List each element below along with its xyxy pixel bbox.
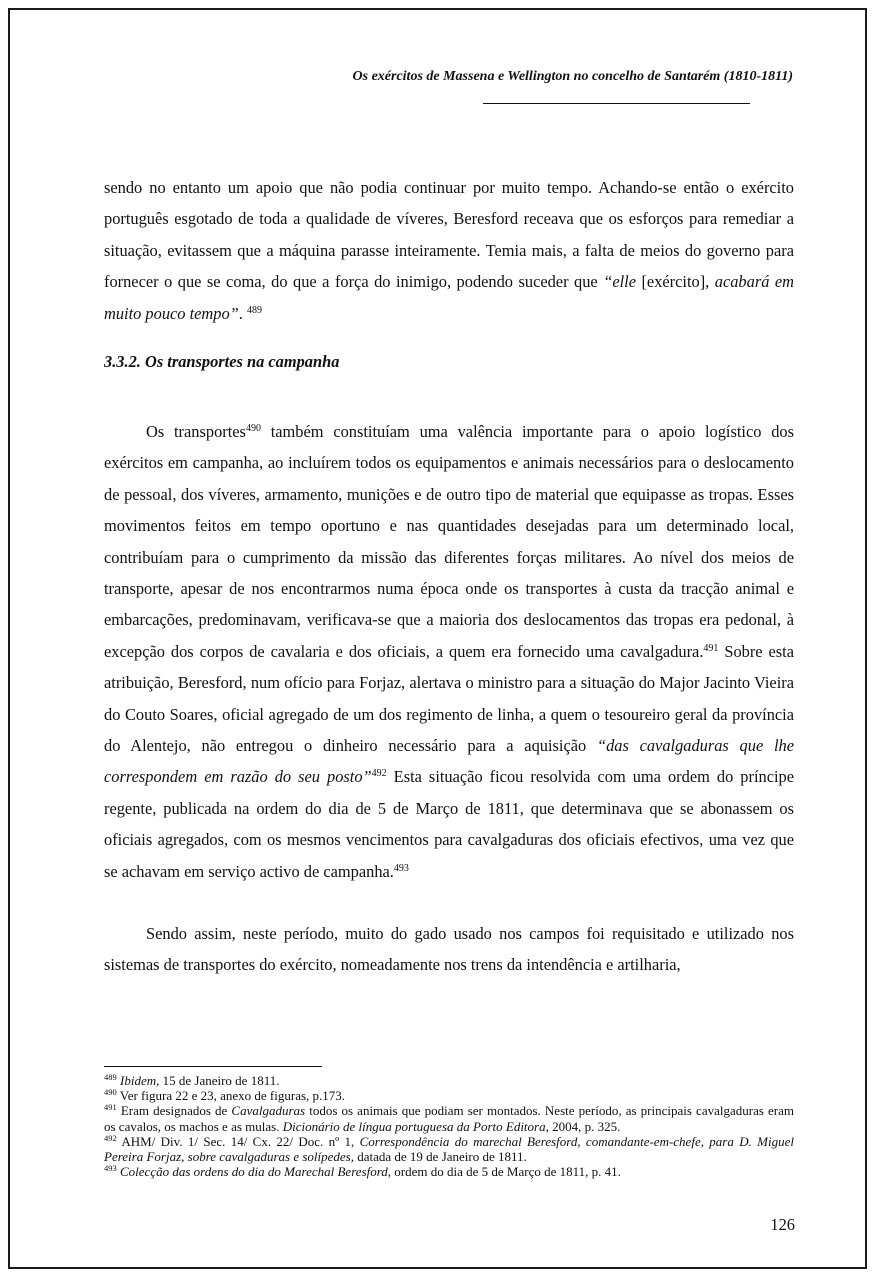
paragraph-1 (104, 172, 794, 329)
footnote-text: 15 de Janeiro de 1811. (159, 1073, 280, 1088)
section-heading: 3.3.2. Os transportes na campanha (104, 352, 340, 371)
footnote-italic: Colecção das ordens do dia do Marechal Beresford (116, 1164, 388, 1180)
footnote-text: , 2004, p. 325. (545, 1118, 621, 1134)
footnote-ref-492[interactable]: 492 (371, 768, 387, 780)
p2-text-3: Sobre esta atribuição, Beresford, num ofício para Forjaz, alertava o ministro para a situação do Major Jacinto Vieira do Couto Soares, oficial agregado de um dos regimento de linha, a quem o tesoureiro geral da província do Alentejo, não entregou o dinheiro necessário para a aquisição (104, 641, 794, 756)
footnote-489 (104, 1073, 794, 1088)
footnote-text: Eram designados de (116, 1103, 232, 1119)
p1-text-2: [exército], (635, 272, 715, 292)
footnotes (104, 1073, 794, 1179)
footnote-num: 492 (104, 1132, 117, 1143)
header-rule (483, 103, 750, 104)
footnote-text: Ver figura 22 e 23, anexo de figuras, p.173. (116, 1088, 346, 1104)
footnote-ref-493[interactable]: 493 (393, 862, 409, 874)
footnote-492 (104, 1134, 794, 1164)
paragraph-3 (104, 918, 794, 981)
footnote-num: 491 (104, 1102, 117, 1113)
p2-text-1: Os transportes (146, 422, 246, 441)
footnote-490 (104, 1088, 794, 1103)
footnote-text: , ordem do dia de 5 de Março de 1811, p. 41. (387, 1164, 621, 1180)
footnote-num: 490 (104, 1087, 117, 1098)
footnote-ref-490[interactable]: 490 (245, 423, 261, 434)
footnote-italic: Cavalgaduras (231, 1103, 306, 1119)
footnote-493 (104, 1164, 794, 1179)
footnote-ref-489[interactable]: 489 (246, 304, 262, 316)
footnote-491 (104, 1103, 794, 1133)
footnote-num: 493 (104, 1163, 117, 1174)
footnote-italic: Correspondência do marechal Beresford, comandante-em-chefe, para D. Miguel Pereira Forjaz, sobre cavalgaduras e solípedes, (104, 1133, 794, 1165)
footnote-ref-491[interactable]: 491 (703, 642, 719, 654)
p2-text-4: Esta situação ficou resolvida com uma ordem do príncipe regente, publicada na ordem do dia de 5 de Março de 1811, que determinava que se abonassem os oficiais agregados, com os mesmos vencimentos para cavalgaduras dos oficiais efectivos, uma vez que se achavam em serviço activo de campanha. (104, 767, 795, 881)
footnote-separator (104, 1066, 322, 1067)
footnote-text: AHM/ Div. 1/ Sec. 14/ Cx. 22/ Doc. nº 1, (116, 1133, 360, 1149)
footnote-num: 489 (104, 1072, 117, 1082)
p2-text-2: também constituíam uma valência importante para o apoio logístico dos exércitos em campanha, ao incluírem todos os equipamentos e animais necessários para o deslocamento de pessoal, dos víveres, armamento, munições e de outro tipo de material que equipasse as tropas. Esses movimentos feitos em tempo oportuno e nas quantidades desejadas para um determinado local, contribuíam para o cumprimento da missão das diferentes forças militares. Ao nível dos meios de transporte, apesar de nos encontrarmos numa época onde os transportes à custa da tracção animal e embarcações, predominavam, verificava-se que a maioria dos deslocamentos das tropas era pedonal, à excepção dos corpos de cavalaria e dos oficiais, a quem era fornecido uma cavalgadura. (104, 422, 794, 661)
footnote-text: todos os animais que podiam ser montados. Neste período, as principais cavalgaduras eram os cavalos, os machos e as mulas. (104, 1103, 794, 1134)
p1-text-3: . (238, 303, 247, 323)
p2-quote: “das cavalgaduras que lhe correspondem em razão do seu posto” (104, 736, 794, 787)
footnote-text: datada de 19 de Janeiro de 1811. (353, 1149, 527, 1165)
p1-quote-b: acabará em muito pouco tempo” (104, 272, 794, 323)
p1-quote-a: “elle (603, 272, 636, 292)
p3-text: Sendo assim, neste período, muito do gado usado nos campos foi requisitado e utilizado nos sistemas de transportes do exército, nomeadamente nos trens da intendência e artilharia, (104, 924, 794, 975)
running-header: Os exércitos de Massena e Wellington no concelho de Santarém (1810-1811) (352, 69, 793, 84)
p1-text-1: sendo no entanto um apoio que não podia continuar por muito tempo. Achando-se então o exército português esgotado de toda a qualidade de víveres, Beresford receava que os esforços para remediar a situação, evitassem que a máquina parasse inteiramente. Temia mais, a falta de meios do governo para fornecer o que se coma, do que a força do inimigo, podendo suceder que (104, 178, 794, 292)
footnote-italic: Dicionário de língua portuguesa da Porto Editora (282, 1118, 546, 1134)
paragraph-2 (104, 416, 794, 887)
page-number: 126 (770, 1215, 795, 1234)
footnote-italic: Ibidem, (120, 1073, 160, 1088)
